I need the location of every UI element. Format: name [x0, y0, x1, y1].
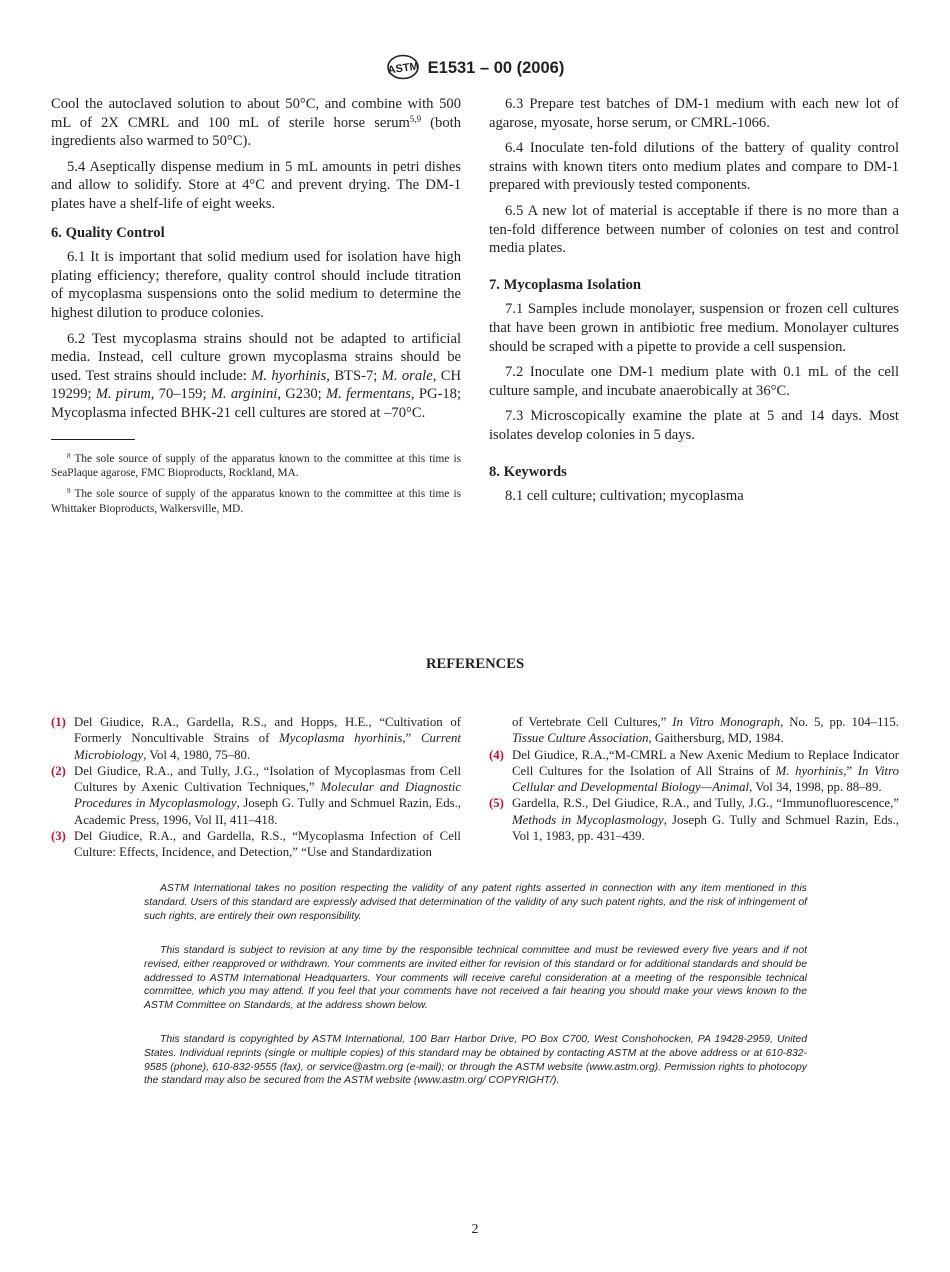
copyright-notice: This standard is copyrighted by ASTM International, 100 Barr Harbor Drive, PO Box C700, West Conshohocken, PA 19428-2959, United States. Individual reprints (single or multiple copies) of this standard may be obtained by contacting ASTM at the above address or at 610-832-9585 (phone), 610-832-9555 (fax), or service@astm.org (e-mail); or through the ASTM website (www.astm.org). Permission rights to photocopy the standard may also be secured from the ASTM website (www.astm.org/ COPYRIGHT/). [144, 1034, 807, 1087]
paragraph-5-4: 5.4 Aseptically dispense medium in 5 mL amounts in petri dishes and allow to solidify. Store at 4°C and prevent drying. The DM-1 plates have a shelf-life of eight weeks. [51, 158, 461, 212]
footnote-9: $^9$ The sole source of supply of the apparatus known to the committee at this time is Whittaker Bioproducts, Walkersville, MD. [51, 487, 461, 515]
right-column [489, 95, 899, 513]
section-heading-6: 6. Quality Control [51, 224, 165, 241]
footnote-8: $^8$ The sole source of supply of the apparatus known to the committee at this time is SeaPlaque agarose, FMC Bioproducts, Rockland, MA. [51, 451, 461, 479]
page-header [0, 54, 950, 80]
paragraph-8-1: 8.1 cell culture; cultivation; mycoplasma [505, 488, 744, 505]
revision-notice: This standard is subject to revision at any time by the responsible technical committee and must be reviewed every five years and if not revised, either reapproved or withdrawn. Your comments are invited either for revision of this standard or for additional standards and should be addressed to ASTM International Headquarters. Your comments will receive careful consideration at a meeting of the responsible technical committee, which you may attend. If you feel that your comments have not received a fair hearing you should make your views known to the ASTM Committee on Standards, at the address shown below. [144, 945, 807, 1012]
paragraph-7-3: 7.3 Microscopically examine the plate at 5 and 14 days. Most isolates develop colonies in 5 days. [489, 408, 899, 443]
standard-designation: E1531 – 00 (2006) [427, 59, 565, 77]
paragraph-6-1: 6.1 It is important that solid medium used for isolation have high plating efficiency; therefore, quality control should include titration of mycoplasma suspensions onto the solid medium to determine the highest dilution to produce colonies. [51, 249, 461, 321]
patent-notice: ASTM International takes no position respecting the validity of any patent rights asserted in connection with any item mentioned in this standard. Users of this standard are expressly advised that determination of the validity of any such patent rights, and the risk of infringement of such rights, are entirely their own responsibility. [144, 883, 807, 922]
paragraph-7-2: 7.2 Inoculate one DM-1 medium plate with 0.1 mL of the cell culture sample, and incubate anaerobically at 36°C. [489, 364, 899, 399]
paragraph-6-4: 6.4 Inoculate ten-fold dilutions of the battery of quality control strains with known titers onto medium plates and compare to DM-1 prepared with previously tested components. [489, 140, 899, 194]
reference-5: (5) Gardella, R.S., Del Giudice, R.A., and Tully, J.G., “Immunofluorescence,” Methods in Mycoplasmology, Joseph G. Tully and Schmuel Razin, Eds., Vol 1, 1983, pp. 431–439. [489, 796, 899, 844]
astm-logo-icon [386, 54, 420, 80]
reference-4: (4) Del Giudice, R.A.,“M-CMRL a New Axenic Medium to Replace Indicator Cell Cultures for the Isolation of All Strains of M. hyorhinis,” In Vitro Cellular and Developmental Biology—Animal, Vol 34, 1998, pp. 88–89. [489, 747, 900, 795]
reference-3-continued: of Vertebrate Cell Cultures,” In Vitro Monograph, No. 5, pp. 104–115. Tissue Culture Association, Gaithersburg, MD, 1984. [512, 715, 899, 746]
reference-3: (3) Del Giudice, R.A., and Gardella, R.S., “Mycoplasma Infection of Cell Culture: Effects, Incidence, and Detection,” “Use and Standardization [51, 829, 461, 860]
reference-1: (1) Del Giudice, R.A., Gardella, R.S., and Hopps, H.E., “Cultivation of Formerly Noncultivable Strains of Mycoplasma hyorhinis,” Current Microbiology, Vol 4, 1980, 75–80. [51, 715, 461, 762]
references-left-column [51, 714, 461, 861]
references-right-column [489, 714, 899, 844]
svg-text:ASTM: ASTM [386, 60, 420, 77]
section-heading-8: 8. Keywords [489, 463, 567, 480]
section-heading-7: 7. Mycoplasma Isolation [489, 276, 642, 293]
footnote-divider [51, 439, 135, 440]
references-title: REFERENCES [425, 656, 525, 672]
paragraph-5-3-continued: Cool the autoclaved solution to about 50°C, and combine with 500 mL of 2X CMRL and 100 mL of sterile horse serum$^{5,9}$ (both ingredients also warmed to 50°C). [51, 96, 461, 150]
page-number: 2 [471, 1222, 479, 1237]
paragraph-6-3: 6.3 Prepare test batches of DM-1 medium with each new lot of agarose, myosate, horse serum, or CMRL-1066. [489, 96, 899, 131]
reference-2: (2) Del Giudice, R.A., and Tully, J.G., “Isolation of Mycoplasmas from Cell Cultures by Axenic Cultivation Techniques,” Molecular and Diagnostic Procedures in Mycoplasmology, Joseph G. Tully and Schmuel Razin, Eds., Academic Press, 1996, Vol II, 411–418. [51, 763, 462, 827]
paragraph-6-5: 6.5 A new lot of material is acceptable if there is no more than a ten-fold difference between number of colonies on test and control media plates. [489, 202, 899, 257]
paragraph-6-2: 6.2 Test mycoplasma strains should not be adapted to artificial media. Instead, cell culture grown mycoplasma strains should be used. Test strains should include: M. hyorhinis, BTS-7; M. orale, CH 19299; M. pirum, 70–159; M. arginini, G230; M. fermentans, PG-18; Mycoplasma infected BHK-21 cell cultures are stored at –70°C. [51, 330, 461, 421]
left-column [51, 95, 461, 523]
paragraph-7-1: 7.1 Samples include monolayer, suspension or frozen cell cultures that have been grown in antibiotic free medium. Monolayer cultures should be scraped with a pipette to provide a cell suspension. [489, 301, 899, 355]
